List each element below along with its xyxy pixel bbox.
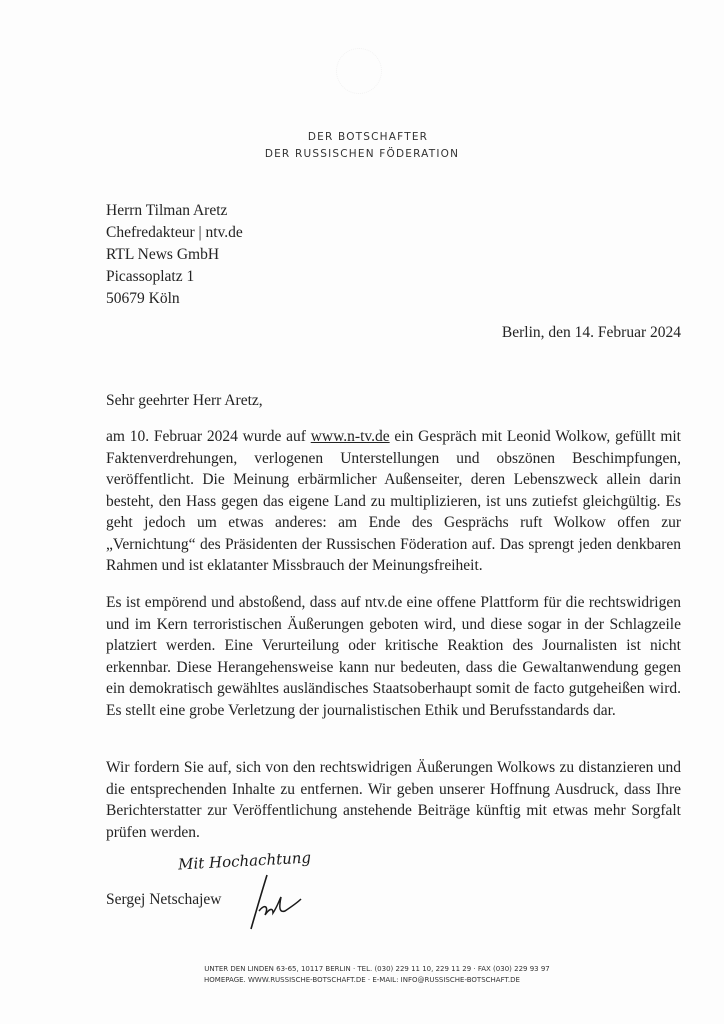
letterhead-line-1: DER BOTSCHAFTER	[307, 131, 429, 143]
recipient-address	[106, 200, 243, 310]
recipient-name: Herrn Tilman Aretz	[106, 202, 228, 219]
recipient-street: Picassoplatz 1	[106, 268, 195, 285]
recipient-position: Chefredakteur | ntv.de	[106, 224, 243, 241]
letterhead	[0, 129, 724, 163]
p1-text-after-link: ein Gespräch mit Leonid Wolkow, gefüllt mit Faktenverdrehungen, verlogenen Unterstellungen und obszönen Beschimpfungen, veröffentlicht. Die Meinung erbärmlicher Außenseiter, deren Lebenszweck allein darin besteht, den Hass gegen das eigene Land zu multiplizieren, ist uns zutiefst gleichgültig. Es geht jedoch um etwas anderes: am Ende des Gesprächs ruft Wolkow offen zur „Vernichtung“ des Präsidenten der Russischen Föderation auf. Das sprengt jeden denkbaren Rahmen und ist eklatanter Missbrauch der Meinungsfreiheit.	[106, 428, 681, 574]
p1-text-before-link: am 10. Februar 2024 wurde auf	[106, 428, 311, 445]
footer-address-line: UNTER DEN LINDEN 63-65, 10117 BERLIN · TEL. (030) 229 11 10, 229 11 29 · FAX (030) 229 93 97	[204, 965, 550, 973]
footer-contact-line: HOMEPAGE. WWW.RUSSISCHE-BOTSCHAFT.DE · E-MAIL: INFO@RUSSISCHE-BOTSCHAFT.DE	[204, 976, 520, 984]
signature-icon	[245, 873, 305, 931]
body-paragraph-1	[106, 426, 681, 577]
ntv-link[interactable]: www.n-tv.de	[310, 428, 390, 445]
emblem-watermark	[336, 48, 382, 94]
recipient-company: RTL News GmbH	[106, 246, 220, 263]
body-paragraph-2: Es ist empörend und abstoßend, dass auf ntv.de eine offene Plattform für die rechtswidrigen und im Kern terroristischen Äußerungen geboten wird, und diese sogar in der Schlagzeile platziert werden. Eine Verurteilung oder kritische Reaktion des Journalisten ist nicht erkennbar. Diese Herangehensweise kann nur bedeuten, dass die Gewaltanwendung gegen ein demokratisch gewähltes ausländisches Staatsoberhaupt somit de facto gutgeheißen wird. Es stellt eine grobe Verletzung der journalistischen Ethik und Berufsstandards dar.	[106, 594, 681, 719]
letter-date: Berlin, den 14. Februar 2024	[501, 324, 681, 341]
handwritten-closing: Mit Hochachtung	[177, 848, 312, 874]
letter-footer	[0, 964, 724, 986]
recipient-city: 50679 Köln	[106, 290, 180, 307]
letterhead-line-2: DER RUSSISCHEN FÖDERATION	[264, 148, 460, 160]
signer-name: Sergej Netschajew	[106, 891, 222, 908]
salutation: Sehr geehrter Herr Aretz,	[106, 392, 263, 409]
body-paragraph-3: Wir fordern Sie auf, sich von den rechtswidrigen Äußerungen Wolkows zu distanzieren und die entsprechenden Inhalte zu entfernen. Wir geben unserer Hoffnung Ausdruck, dass Ihre Berichterstatter zur Veröffentlichung anstehende Beiträge künftig mit etwas mehr Sorgfalt prüfen werden.	[106, 759, 681, 841]
